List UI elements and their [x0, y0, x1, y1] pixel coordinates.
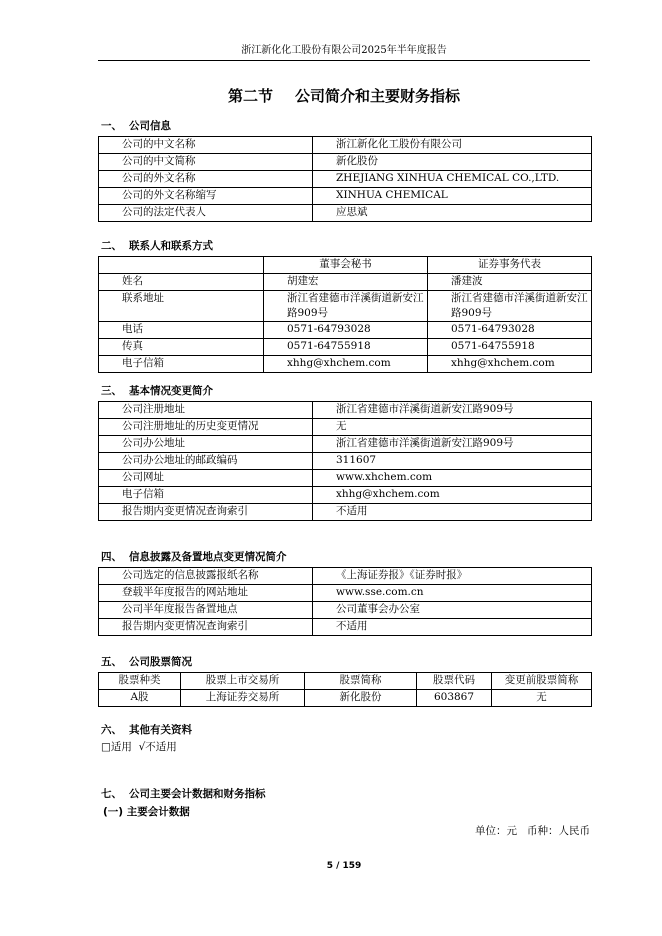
table-row: 公司办公地址 浙江省建德市洋溪街道新安江路909号 — [99, 436, 592, 453]
table-row: 公司的中文简称 新化股份 — [99, 154, 592, 171]
company-info-table — [98, 136, 592, 222]
page-number: 5 / 159 — [326, 861, 362, 871]
report-header: 浙江新化化工股份有限公司2025年半年度报告 — [241, 45, 447, 56]
table-header-row — [99, 673, 592, 690]
table-row: 电子信箱 xhhg@xhchem.com xhhg@xhchem.com — [99, 356, 592, 373]
section-name: 公司简介和主要财务指标 — [295, 87, 461, 105]
table-row: 电话 0571-64793028 0571-64793028 — [99, 322, 592, 339]
column-header: 变更前股票简称 — [492, 673, 592, 690]
applicability-options — [101, 740, 177, 754]
heading-disclosure: 四、 信息披露及备置地点变更情况简介 — [101, 551, 287, 563]
section-title — [98, 86, 590, 106]
table-row: 报告期内变更情况查询索引 不适用 — [99, 619, 592, 636]
table-row: 公司半年度报告备置地点 公司董事会办公室 — [99, 602, 592, 619]
option-applicable: □适用 — [101, 741, 132, 753]
contacts-table — [98, 256, 592, 373]
disclosure-table — [98, 567, 592, 636]
table-row: 公司的外文名称缩写 XINHUA CHEMICAL — [99, 188, 592, 205]
heading-company-info: 一、 公司信息 — [101, 120, 171, 132]
column-header: 股票简称 — [305, 673, 417, 690]
heading-other-info: 六、 其他有关资料 — [101, 724, 192, 736]
column-header: 股票代码 — [417, 673, 492, 690]
table-row: 公司的中文名称 浙江新化化工股份有限公司 — [99, 137, 592, 154]
option-not-applicable: √不适用 — [138, 741, 177, 753]
table-row: 公司注册地址 浙江省建德市洋溪街道新安江路909号 — [99, 402, 592, 419]
table-row: 报告期内变更情况查询索引 不适用 — [99, 504, 592, 521]
table-row: 公司的法定代表人 应思斌 — [99, 205, 592, 222]
table-row: 登载半年度报告的网站地址 www.sse.com.cn — [99, 585, 592, 602]
table-row: 公司的外文名称 ZHEJIANG XINHUA CHEMICAL CO.,LTD. — [99, 171, 592, 188]
column-header: 证券事务代表 — [428, 257, 592, 274]
heading-stock: 五、 公司股票简况 — [101, 656, 192, 668]
table-row: 公司办公地址的邮政编码 311607 — [99, 453, 592, 470]
table-row: 传真 0571-64755918 0571-64755918 — [99, 339, 592, 356]
table-row: A股 上海证券交易所 新化股份 603867 无 — [99, 690, 592, 707]
subheading-accounting-data: (一) 主要会计数据 — [103, 806, 190, 818]
basic-changes-table — [98, 401, 592, 521]
stock-table — [98, 672, 592, 707]
unit-note: 单位：元 币种：人民币 — [475, 825, 590, 837]
table-row: 电子信箱 xhhg@xhchem.com — [99, 487, 592, 504]
table-header-row — [99, 257, 592, 274]
column-header: 股票上市交易所 — [181, 673, 305, 690]
header-divider — [98, 60, 590, 61]
table-row: 公司注册地址的历史变更情况 无 — [99, 419, 592, 436]
heading-basic-changes: 三、 基本情况变更简介 — [101, 385, 213, 397]
table-row: 姓名 胡建宏 潘建波 — [99, 274, 592, 291]
column-header: 股票种类 — [99, 673, 181, 690]
table-row: 公司网址 www.xhchem.com — [99, 470, 592, 487]
heading-financial-indicators: 七、 公司主要会计数据和财务指标 — [101, 788, 266, 800]
column-header: 董事会秘书 — [264, 257, 428, 274]
section-number: 第二节 — [227, 87, 273, 105]
heading-contacts: 二、 联系人和联系方式 — [101, 240, 213, 252]
table-row: 公司选定的信息披露报纸名称 《上海证券报》《证券时报》 — [99, 568, 592, 585]
table-row: 联系地址 浙江省建德市洋溪街道新安江路909号 浙江省建德市洋溪街道新安江路909号 — [99, 291, 592, 322]
